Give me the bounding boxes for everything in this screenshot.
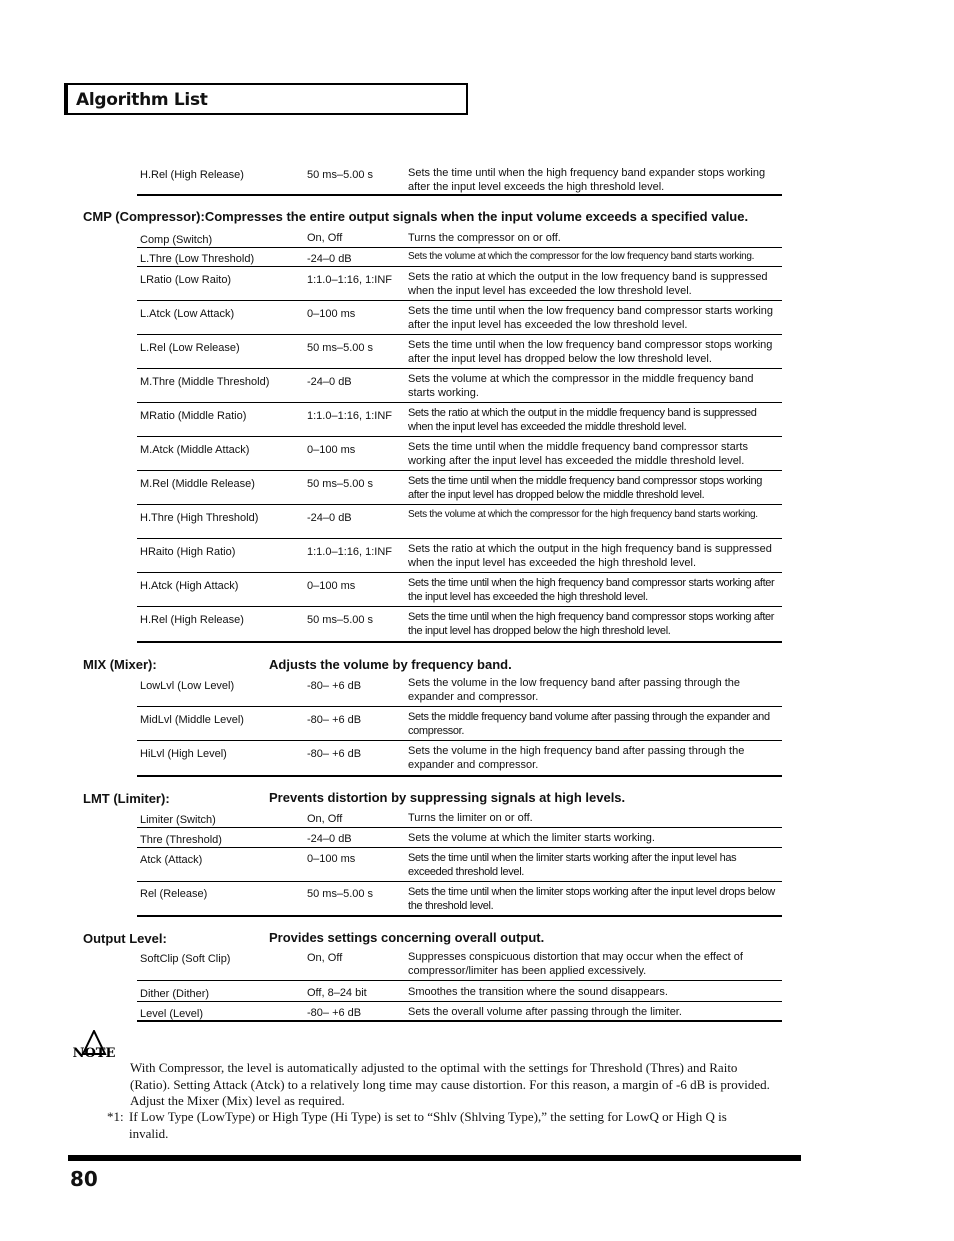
param-name: L.Thre (Low Threshold) [140,253,255,265]
lmt-description: Prevents distortion by suppressing signals at high levels. [269,790,626,805]
param-range: -24–0 dB [307,253,352,265]
table-row [137,885,782,917]
param-description: Sets the time until when the high frequency band compressor stops working after the input level has dropped below the high threshold level. [408,611,775,637]
param-description: Sets the time until when the limiter stops working after the input level drops below the threshold level. [408,886,775,912]
param-range: 50 ms–5.00 s [307,888,374,900]
param-range: 50 ms–5.00 s [307,169,374,181]
param-range: 0–100 ms [307,444,356,456]
param-name: HRaito (High Ratio) [140,546,236,558]
param-name: Limiter (Switch) [140,814,216,826]
table-row [137,440,782,471]
param-description: Sets the time until when the high frequency band compressor starts working after the input level has exceeded the high threshold level. [408,577,775,603]
section-header [64,83,468,115]
param-name: H.Atck (High Attack) [140,580,239,592]
cmp-heading: CMP (Compressor):Compresses the entire output signals when the input volume exceeds a specified value. [83,209,749,224]
table-row [137,576,782,607]
param-description: Sets the time until when the limiter starts working after the input level has exceeded threshold level. [408,852,737,878]
param-description: Sets the volume at which the limiter starts working. [408,832,655,844]
param-name: L.Rel (Low Release) [140,342,240,354]
param-range: 0–100 ms [307,308,356,320]
param-range: 0–100 ms [307,853,356,865]
footnote-text: If Low Type (LowType) or High Type (Hi Type) is set to “Shlv (Shlving Type),” the setting for LowQ or High Q is invalid. [129,1109,727,1141]
note-icon [72,1030,116,1060]
table-row [137,542,782,573]
table-row [137,950,782,981]
mix-description: Adjusts the volume by frequency band. [269,657,512,672]
param-name: M.Rel (Middle Release) [140,478,255,490]
table-row [137,985,782,1002]
param-description: Sets the volume in the high frequency band after passing through the expander and compressor. [408,745,745,771]
param-name: Comp (Switch) [140,234,213,246]
table-row [137,508,782,539]
footer-rule [68,1155,801,1161]
param-range: 50 ms–5.00 s [307,478,374,490]
page-number: 80 [70,1167,98,1191]
param-range: On, Off [307,813,343,825]
table-row [137,831,782,848]
param-range: -24–0 dB [307,512,352,524]
param-description: Smoothes the transition where the sound disappears. [408,986,668,998]
param-description: Sets the time until when the low frequency band compressor starts working after the input level has exceeded the low threshold level. [408,305,774,331]
param-range: 1:1.0–1:16, 1:INF [307,274,392,286]
table-row [137,406,782,437]
param-name: H.Rel (High Release) [140,169,244,181]
param-range: 50 ms–5.00 s [307,614,374,626]
param-name: M.Thre (Middle Threshold) [140,376,270,388]
param-name: MidLvl (Middle Level) [140,714,244,726]
param-description: Sets the middle frequency band volume after passing through the expander and compressor. [408,711,770,737]
param-description: Turns the compressor on or off. [408,232,561,244]
lmt-label: LMT (Limiter): [83,791,170,806]
param-name: M.Atck (Middle Attack) [140,444,250,456]
param-range: 1:1.0–1:16, 1:INF [307,546,392,558]
table-row [137,811,782,828]
table-row [137,270,782,301]
table-row [137,231,782,248]
table-row [137,166,782,196]
table-row [137,1005,782,1022]
param-range: -24–0 dB [307,376,352,388]
param-name: HiLvl (High Level) [140,748,227,760]
param-name: L.Atck (Low Attack) [140,308,235,320]
param-name: Dither (Dither) [140,988,210,1000]
param-range: -24–0 dB [307,833,352,845]
note-text: With Compressor, the level is automatically adjusted to the optimal with the settings for Threshold (Thres) and Raito (Ratio). Setting Attack (Atck) to a relatively long time may cause distortion. For this reason, a margin of -6 dB is provided. Adjust the Mixer (Mix) level as required. [130,1060,770,1108]
param-name: MRatio (Middle Ratio) [140,410,247,422]
page-title: Algorithm List [76,90,208,110]
table-row [137,710,782,741]
table-row [137,250,782,267]
param-description: Sets the time until when the middle frequency band compressor starts working after the input level has exceeded the middle threshold level. [408,441,748,467]
param-range: Off, 8–24 bit [307,987,367,999]
table-row [137,338,782,369]
table-row [137,304,782,335]
svg-text:NOTE: NOTE [72,1046,116,1060]
param-name: LRatio (Low Raito) [140,274,232,286]
param-description: Suppresses conspicuous distortion that may occur when the effect of compressor/limiter has been applied excessively. [408,951,743,977]
param-range: 1:1.0–1:16, 1:INF [307,410,392,422]
param-description: Sets the volume at which the compressor in the middle frequency band starts working. [408,373,754,399]
param-range: On, Off [307,232,343,244]
param-description: Sets the time until when the low frequency band compressor stops working after the input level has dropped below the low threshold level. [408,339,773,365]
mix-label: MIX (Mixer): [83,657,157,672]
param-range: -80– +6 dB [307,714,362,726]
param-name: H.Rel (High Release) [140,614,244,626]
param-range: 0–100 ms [307,580,356,592]
param-description: Sets the time until when the high frequency band expander stops working after the input level exceeds the high threshold level. [408,167,766,193]
table-row [137,610,782,643]
output-description: Provides settings concerning overall output. [269,930,545,945]
param-name: SoftClip (Soft Clip) [140,953,231,965]
param-description: Turns the limiter on or off. [408,812,533,824]
param-description: Sets the overall volume after passing through the limiter. [408,1006,682,1018]
param-description: Sets the ratio at which the output in the middle frequency band is suppressed when the input level has exceeded the middle threshold level. [408,407,757,433]
output-label: Output Level: [83,931,167,946]
param-name: Level (Level) [140,1008,203,1020]
param-description: Sets the time until when the middle frequency band compressor stops working after the input level has dropped below the middle threshold level. [408,475,763,501]
param-description: Sets the volume at which the compressor for the low frequency band starts working. [408,251,755,262]
table-row [137,851,782,882]
param-name: Rel (Release) [140,888,208,900]
footnote-mark: *1: [107,1109,124,1124]
param-range: -80– +6 dB [307,1007,362,1019]
table-row [137,474,782,505]
param-name: H.Thre (High Threshold) [140,512,259,524]
param-range: -80– +6 dB [307,680,362,692]
table-row [137,372,782,403]
param-description: Sets the volume in the low frequency band after passing through the expander and compressor. [408,677,741,703]
param-range: 50 ms–5.00 s [307,342,374,354]
param-name: Thre (Threshold) [140,834,222,846]
param-description: Sets the ratio at which the output in the low frequency band is suppressed when the input level has exceeded the low threshold level. [408,271,768,297]
param-name: Atck (Attack) [140,854,203,866]
param-description: Sets the volume at which the compressor for the high frequency band starts working. [408,509,758,520]
param-description: Sets the ratio at which the output in the high frequency band is suppressed when the input level has exceeded the high threshold level. [408,543,772,569]
param-name: LowLvl (Low Level) [140,680,235,692]
table-row [137,744,782,777]
param-range: On, Off [307,952,343,964]
table-row [137,676,782,707]
param-range: -80– +6 dB [307,748,362,760]
